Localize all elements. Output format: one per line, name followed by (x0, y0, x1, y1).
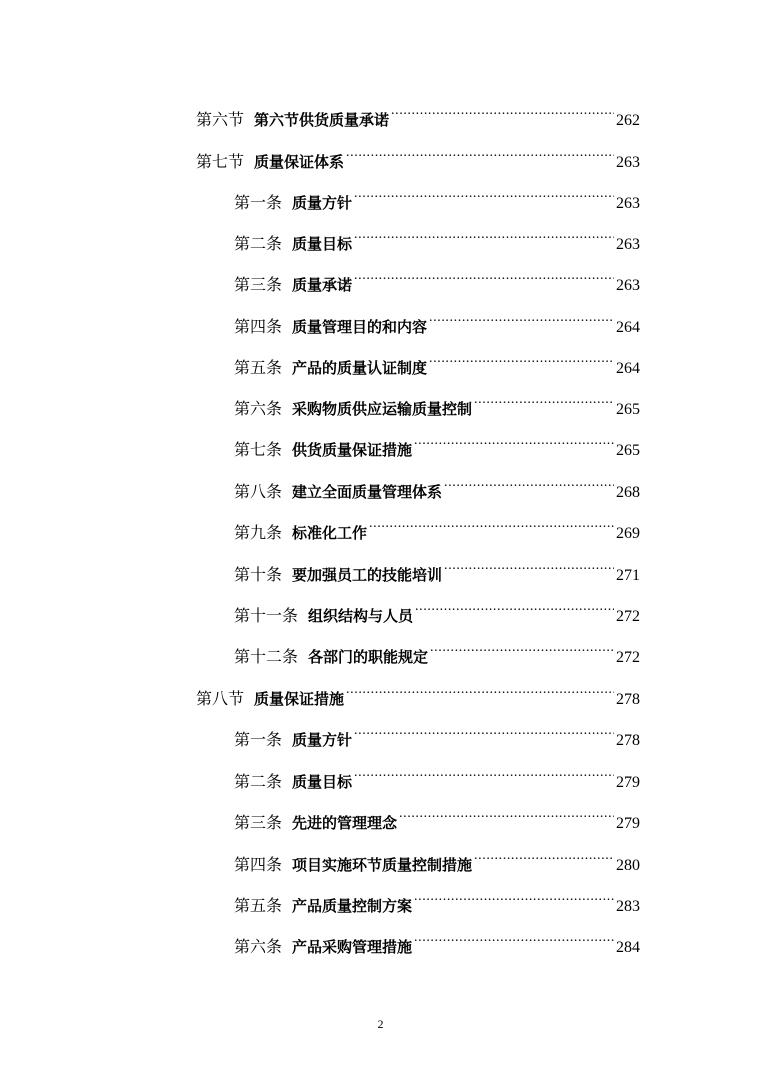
toc-entry-page: 280 (616, 857, 640, 874)
toc-entry-number: 第五条 (234, 358, 283, 377)
toc-entry[interactable] (196, 95, 640, 129)
toc-entry-number: 第十二条 (234, 647, 299, 666)
toc-entry-number: 第九条 (234, 523, 283, 542)
toc-leader-dots (346, 137, 614, 167)
toc-entry-title: 采购物质供应运输质量控制 (292, 400, 473, 418)
toc-entry-title: 供货质量保证措施 (292, 441, 413, 459)
toc-leader-dots (474, 840, 614, 870)
toc-entry-page: 278 (616, 691, 640, 708)
toc-entry-title: 标准化工作 (292, 524, 368, 542)
toc-entry-number: 第一条 (234, 193, 283, 212)
toc-leader-dots (354, 715, 614, 745)
toc-entry-number: 第十条 (234, 565, 283, 584)
toc-entry[interactable] (234, 881, 640, 915)
toc-entry-number: 第六节 (196, 110, 245, 129)
toc-entry-title: 第六节供货质量承诺 (254, 111, 390, 129)
toc-entry[interactable] (234, 591, 640, 625)
toc-entry[interactable] (234, 467, 640, 501)
toc-entry-page: 272 (616, 649, 640, 666)
toc-leader-dots (444, 550, 614, 580)
toc-entry-number: 第七条 (234, 440, 283, 459)
toc-entry-page: 263 (616, 236, 640, 253)
toc-entry-page: 283 (616, 898, 640, 915)
toc-entry-number: 第三条 (234, 813, 283, 832)
toc-entry[interactable] (234, 922, 640, 956)
toc-entry-number: 第七节 (196, 152, 245, 171)
toc-entry[interactable] (234, 384, 640, 418)
toc-leader-dots (415, 591, 614, 621)
toc-entry[interactable] (196, 674, 640, 708)
toc-entry-page: 265 (616, 442, 640, 459)
toc-entry-number: 第四条 (234, 317, 283, 336)
toc-entry-title: 各部门的职能规定 (308, 648, 429, 666)
toc-entry-page: 263 (616, 154, 640, 171)
toc-entry-page: 264 (616, 360, 640, 377)
toc-entry[interactable] (234, 178, 640, 212)
toc-leader-dots (354, 178, 614, 208)
toc-entry[interactable] (234, 715, 640, 749)
toc-entry-number: 第二条 (234, 772, 283, 791)
toc-leader-dots (414, 922, 614, 952)
toc-entry-page: 269 (616, 525, 640, 542)
toc-entry[interactable] (234, 632, 640, 666)
toc-entry-title: 建立全面质量管理体系 (292, 483, 443, 501)
toc-entry[interactable] (234, 798, 640, 832)
toc-entry-page: 279 (616, 815, 640, 832)
toc-leader-dots (354, 757, 614, 787)
toc-entry-number: 第二条 (234, 234, 283, 253)
toc-entry[interactable] (234, 219, 640, 253)
toc-entry[interactable] (234, 302, 640, 336)
toc-entry-title: 产品采购管理措施 (292, 938, 413, 956)
page-number: 2 (377, 1017, 384, 1031)
toc-leader-dots (444, 467, 614, 497)
toc-entry-title: 产品质量控制方案 (292, 897, 413, 915)
toc-leader-dots (430, 632, 614, 662)
toc-entry-title: 质量目标 (292, 773, 353, 791)
toc-entry-title: 组织结构与人员 (308, 607, 414, 625)
toc-leader-dots (429, 302, 614, 332)
toc-entry-page: 268 (616, 484, 640, 501)
toc-entry-number: 第三条 (234, 275, 283, 294)
toc-leader-dots (369, 508, 614, 538)
toc-entry-page: 278 (616, 732, 640, 749)
toc-entry[interactable] (234, 757, 640, 791)
toc-entry-page: 279 (616, 774, 640, 791)
toc-entry-page: 271 (616, 567, 640, 584)
toc-leader-dots (346, 674, 614, 704)
toc-entry-number: 第五条 (234, 896, 283, 915)
toc-leader-dots (414, 881, 614, 911)
toc-entry-page: 263 (616, 195, 640, 212)
toc-entry[interactable] (234, 425, 640, 459)
toc-entry-number: 第八节 (196, 689, 245, 708)
toc-entry[interactable] (234, 343, 640, 377)
toc-leader-dots (399, 798, 614, 828)
toc-entry-title: 质量目标 (292, 235, 353, 253)
toc-entry-page: 265 (616, 401, 640, 418)
toc-entry-number: 第八条 (234, 482, 283, 501)
toc-entry-page: 264 (616, 319, 640, 336)
toc-entry-page: 262 (616, 112, 640, 129)
toc-entry-page: 263 (616, 277, 640, 294)
toc-leader-dots (474, 384, 614, 414)
toc-entry-title: 质量方针 (292, 194, 353, 212)
toc-entry-number: 第六条 (234, 937, 283, 956)
toc-entry-title: 质量管理目的和内容 (292, 318, 428, 336)
toc-entry-title: 质量保证措施 (254, 690, 345, 708)
toc-entry-title: 先进的管理理念 (292, 814, 398, 832)
toc-entry[interactable] (234, 508, 640, 542)
toc-entry-page: 272 (616, 608, 640, 625)
toc-entry-title: 项目实施环节质量控制措施 (292, 856, 473, 874)
toc-entry-number: 第一条 (234, 730, 283, 749)
toc-entry[interactable] (234, 840, 640, 874)
toc-entry[interactable] (196, 137, 640, 171)
toc-entry-title: 质量方针 (292, 731, 353, 749)
toc-entry-page: 284 (616, 939, 640, 956)
toc-leader-dots (429, 343, 614, 373)
toc-entry-title: 质量保证体系 (254, 153, 345, 171)
toc-entry-number: 第四条 (234, 855, 283, 874)
toc-entry-title: 质量承诺 (292, 276, 353, 294)
toc-entry[interactable] (234, 260, 640, 294)
toc-entry-number: 第六条 (234, 399, 283, 418)
toc-entry-title: 产品的质量认证制度 (292, 359, 428, 377)
toc-leader-dots (354, 219, 614, 249)
toc-leader-dots (354, 260, 614, 290)
toc-entry[interactable] (234, 550, 640, 584)
toc-entry-number: 第十一条 (234, 606, 299, 625)
toc-leader-dots (391, 95, 614, 125)
toc-entry-title: 要加强员工的技能培训 (292, 566, 443, 584)
toc-leader-dots (414, 425, 614, 455)
